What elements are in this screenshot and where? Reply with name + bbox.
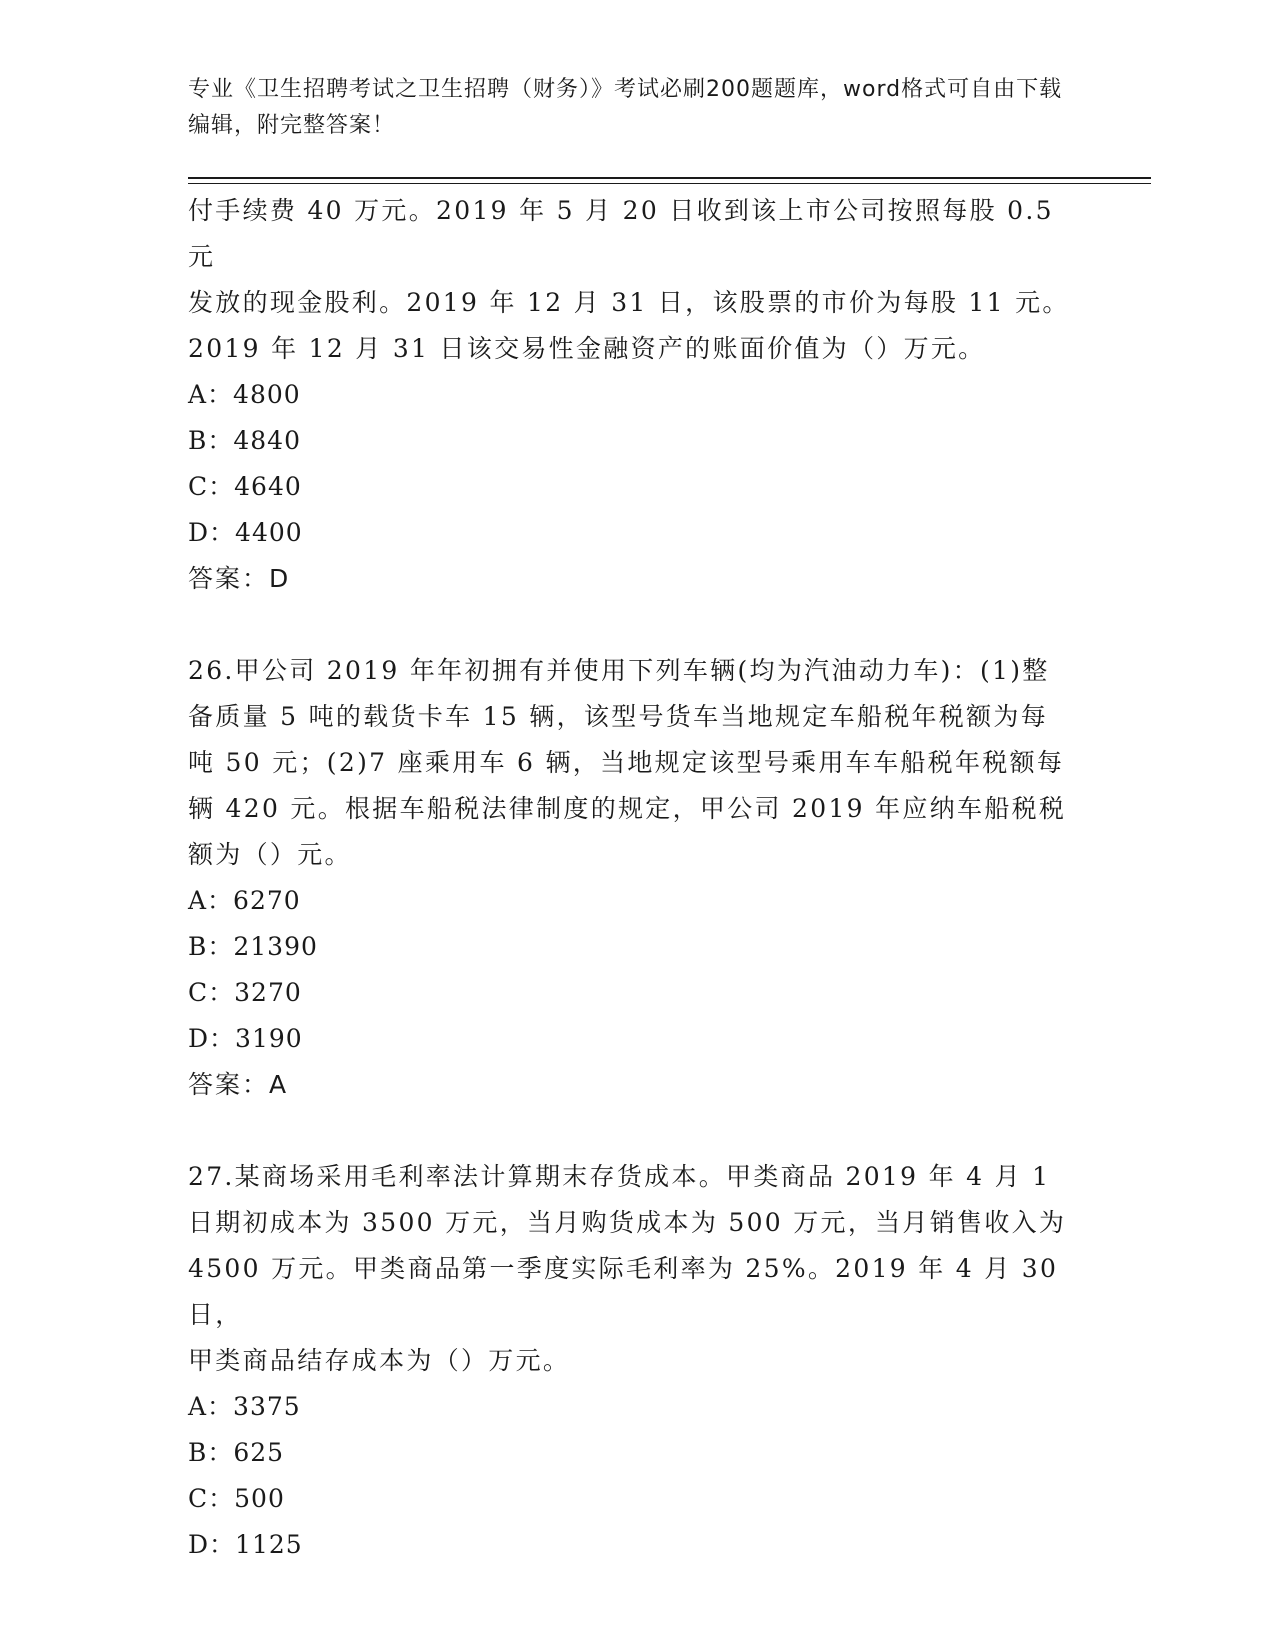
question-text-line: 备质量 5 吨的载货卡车 15 辆，该型号货车当地规定车船税年税额为每 — [188, 702, 1049, 731]
document-body — [188, 188, 1088, 1568]
header-rule-thin — [188, 183, 1151, 184]
question-text-line: 27.某商场采用毛利率法计算期末存货成本。甲类商品 2019 年 4 月 1 — [188, 1162, 1051, 1191]
document-header: 专业《卫生招聘考试之卫生招聘（财务）》考试必刷200题题库，word格式可自由下载编辑，附完整答案！ — [188, 77, 1063, 138]
header-rule-thick — [188, 177, 1151, 179]
option-a: A：6270 — [188, 886, 301, 915]
spacer — [188, 602, 1088, 648]
option-c: C：3270 — [188, 978, 302, 1007]
question-text-line: 26.甲公司 2019 年年初拥有并使用下列车辆(均为汽油动力车)：(1)整 — [188, 656, 1050, 685]
option-c: C：4640 — [188, 472, 302, 501]
question-text-line: 付手续费 40 万元。2019 年 5 月 20 日收到该上市公司按照每股 0.5 元 — [188, 196, 1054, 271]
question-text-line: 辆 420 元。根据车船税法律制度的规定，甲公司 2019 年应纳车船税税 — [188, 794, 1067, 823]
answer-line: 答案：D — [188, 564, 291, 593]
answer-line: 答案：A — [188, 1070, 289, 1099]
option-d: D：3190 — [188, 1024, 303, 1053]
option-a: A：4800 — [188, 380, 301, 409]
question-text-line: 2019 年 12 月 31 日该交易性金融资产的账面价值为（）万元。 — [188, 334, 986, 363]
spacer — [188, 1108, 1088, 1154]
option-d: D：1125 — [188, 1530, 303, 1559]
question-text-line: 甲类商品结存成本为（）万元。 — [188, 1346, 571, 1375]
question-text-line: 4500 万元。甲类商品第一季度实际毛利率为 25%。2019 年 4 月 30 日， — [188, 1254, 1059, 1329]
question-text-line: 额为（）元。 — [188, 840, 352, 869]
option-c: C：500 — [188, 1484, 285, 1513]
option-a: A：3375 — [188, 1392, 301, 1421]
option-b: B：21390 — [188, 932, 318, 961]
option-d: D：4400 — [188, 518, 303, 547]
question-text-line: 吨 50 元；(2)7 座乘用车 6 辆，当地规定该型号乘用车车船税年税额每 — [188, 748, 1065, 777]
question-block — [188, 648, 1088, 1108]
option-b: B：4840 — [188, 426, 301, 455]
option-b: B：625 — [188, 1438, 285, 1467]
question-text-line: 发放的现金股利。2019 年 12 月 31 日，该股票的市价为每股 11 元。 — [188, 288, 1070, 317]
question-block — [188, 1154, 1088, 1568]
question-block — [188, 188, 1088, 602]
question-text-line: 日期初成本为 3500 万元，当月购货成本为 500 万元，当月销售收入为 — [188, 1208, 1067, 1237]
